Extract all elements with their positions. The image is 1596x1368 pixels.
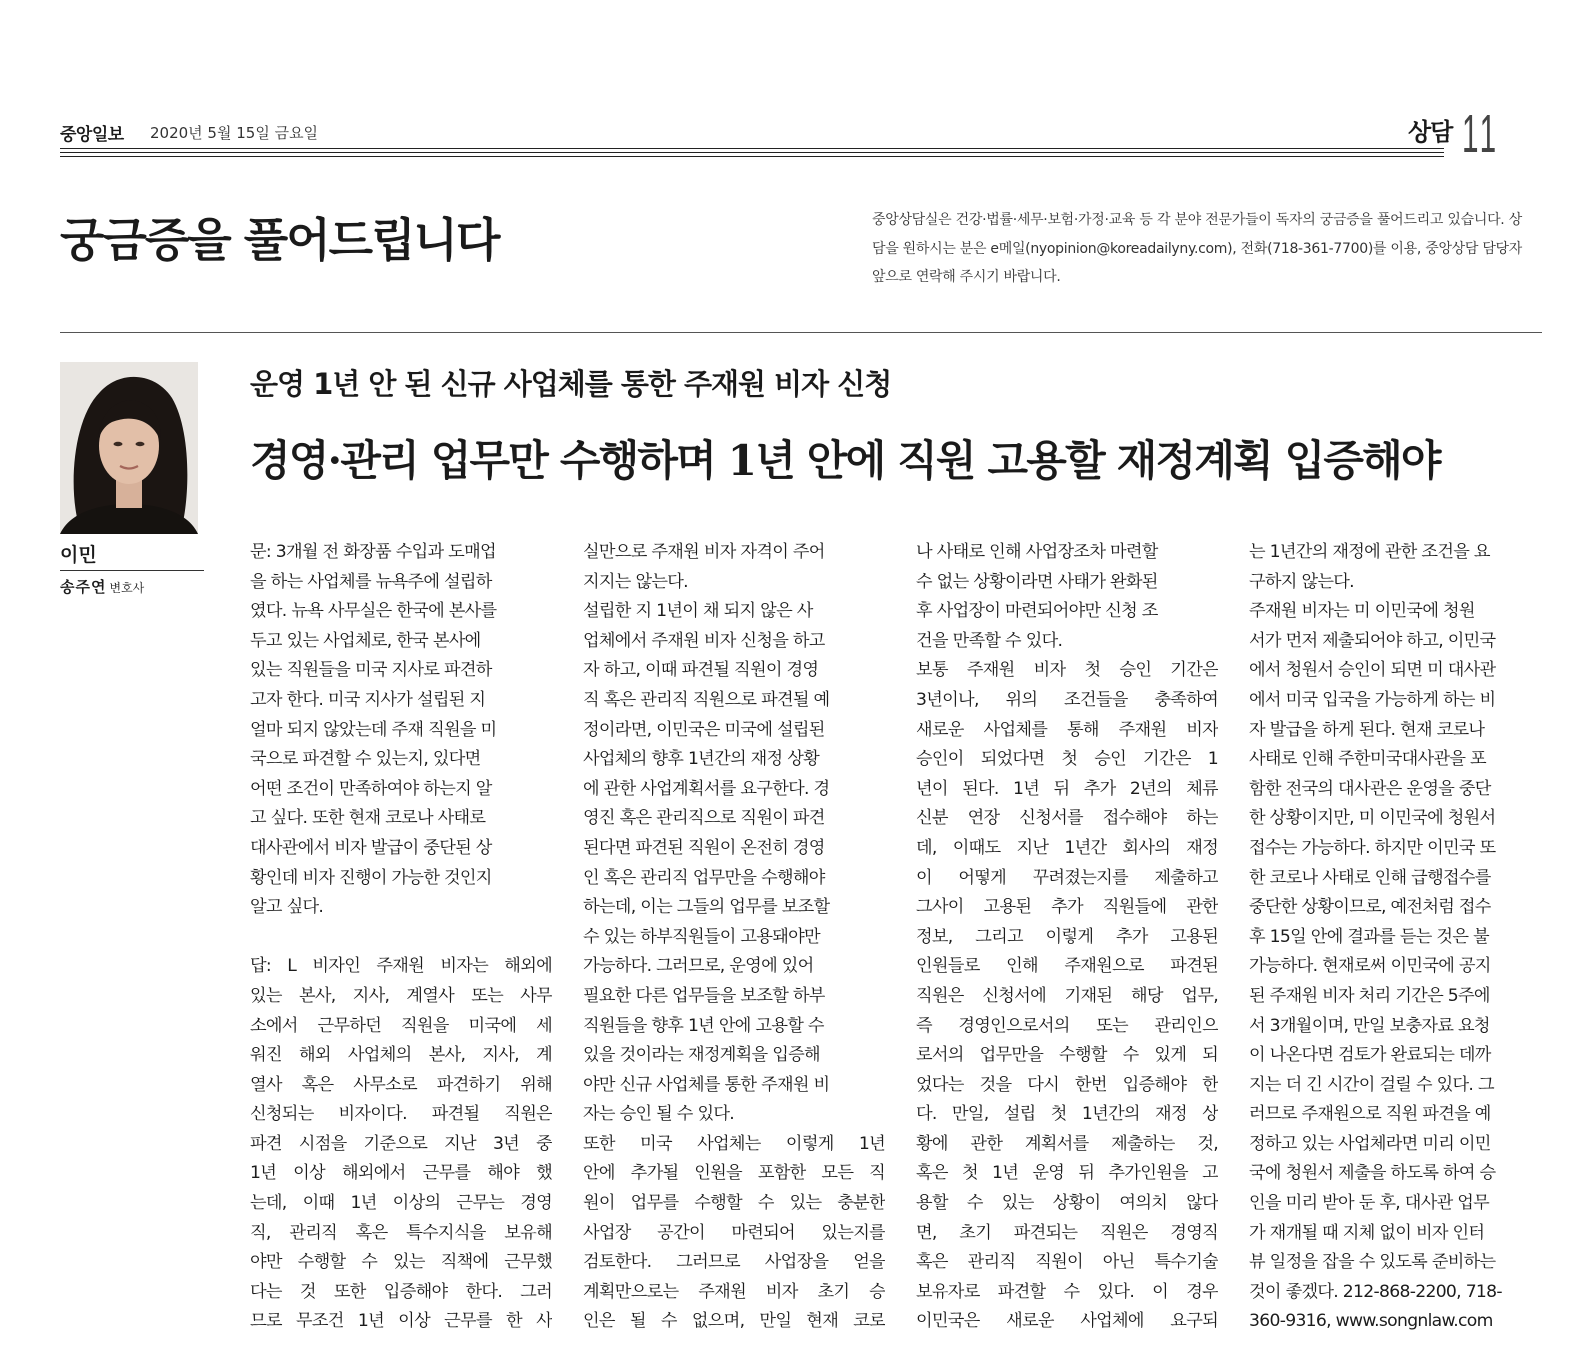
article-paragraph: 실만으로 주재원 비자 자격이 주어 지지는 않는다. <box>583 542 825 592</box>
article-headline: 경영·관리 업무만 수행하며 1년 안에 직원 고용할 재정계획 입증해야 <box>250 436 1440 485</box>
section-label: 상담 <box>1408 118 1453 146</box>
page-number: 11 <box>1462 104 1500 164</box>
author-title: 변호사 <box>109 581 145 595</box>
article-column-3 <box>916 538 1218 1338</box>
banner-description: 중앙상담실은 건강·법률·세무·보험·가정·교육 등 각 분야 전문가들이 독자의 궁금증을 풀어드리고 있습니다. 상담을 원하시는 분은 e메일(nyopinion@koreadailyny.com), 전화(718-361-7700)를 이용, 중앙상담 담당자 앞으로 연락해 주시기 바랍니다. <box>872 212 1522 285</box>
article-paragraph: 주재원 비자는 미 이민국에 청원 서가 먼저 제출되어야 하고, 이민국 에서 청원서 승인이 되면 미 대사관 에서 미국 입국을 가능하게 하는 비 자 발급을 하게 된다. 현재 코로나 사태로 인해 주한미국대사관을 포 함한 전국의 대사관은 운영을 중단 한 상황이지만, 미 이민국에 청원서 접수는 가능하다. 하지만 이민국 또 한 코로나 사태로 인해 급행접수를 중단한 상황이므로, 예전처럼 접수 후 15일 안에 결과를 듣는 것은 불 가능하다. 현재로써 이민국에 공지 된 주재원 비자 처리 기간은 5주에 서 3개월이며, 만일 보충자료 요청 이 나온다면 검토가 완료되는 데까 지는 더 긴 시간이 걸릴 수 있다. 그 러므로 주재원으로 직원 파견을 예 정하고 있는 사업체라면 미리 이민 국에 청원서 제출을 하도록 하여 승 인을 미리 받아 둔 후, 대사관 업무 가 재개될 때 지체 없이 비자 인터 뷰 일정을 잡을 수 있도록 준비하는 것이 좋겠다. 212-868-2200, 718- 360-9316, www.songnlaw.com <box>1249 601 1502 1332</box>
publication-date: 2020년 5월 15일 금요일 <box>150 124 319 142</box>
column-category: 이민 <box>60 544 97 566</box>
header-rule <box>60 148 1444 149</box>
header-rule <box>60 152 1444 153</box>
article-column-4 <box>1249 538 1549 1338</box>
article-paragraph: 설립한 지 1년이 채 되지 않은 사 업체에서 주재원 비자 신청을 하고 자 하고, 이때 파견될 직원이 경영 직 혹은 관리직 직원으로 파견될 예 정이라면, 이민국은 미국에 설립된 사업체의 향후 1년간의 재정 상황 에 관한 사업계획서를 요구한다. 경 영진 혹은 관리직으로 직원이 파견 된다면 파견된 직원이 온전히 경영 인 혹은 관리직 업무만을 수행해야 하는데, 이는 그들의 업무를 보조할 수 있는 하부직원들이 고용돼야만 가능하다. 그러므로, 운영에 있어 필요한 다른 업무들을 보조할 하부 직원들을 향후 1년 안에 고용할 수 있을 것이라는 재정계획을 입증해 야만 신규 사업체를 통한 주재원 비 자는 승인 될 수 있다. <box>583 601 830 1125</box>
article-paragraph: 나 사태로 인해 사업장조차 마련할 수 없는 상황이라면 사태가 완화된 후 사업장이 마련되어야만 신청 조 건을 만족할 수 있다. <box>916 542 1158 651</box>
author-photo <box>60 362 198 534</box>
banner-title: 궁금증을 풀어드립니다 <box>60 213 499 267</box>
article-paragraph: 또한 미국 사업체는 이렇게 1년 안에 추가될 인원을 포함한 모든 직 원이 업무를 수행할 수 있는 충분한 사업장 공간이 마련되어 있는지를 검토한다. 그러므로 사업장을 얻을 계획만으로는 주재원 비자 초기 승 인은 될 수 없으며, 만일 현재 코로 <box>583 1133 885 1332</box>
author-byline <box>60 576 144 597</box>
banner-divider <box>60 332 1542 333</box>
portrait-image <box>60 362 198 534</box>
article-paragraph: 는 1년간의 재정에 관한 조건을 요 구하지 않는다. <box>1249 542 1490 592</box>
author-divider <box>60 570 204 571</box>
author-name: 송주연 <box>60 578 107 596</box>
masthead-logo: 중앙일보 <box>60 125 124 145</box>
header-rule <box>60 156 1444 157</box>
article-paragraph: 보통 주재원 비자 첫 승인 기간은 3년이나, 위의 조건들을 충족하여 새로운 사업체를 통해 주재원 비자 승인이 되었다면 첫 승인 기간은 1 년이 된다. 1년 뒤 추가 2년의 체류 신분 연장 신청서를 접수해야 하는 데, 이때도 지난 1년간 회사의 재정 이 어떻게 꾸려졌는지를 제출하고 그사이 고용된 추가 직원들에 관한 정보, 그리고 이렇게 추가 고용된 인원들로 인해 주재원으로 파견된 직원은 신청서에 기재된 해당 업무, 즉 경영인으로서의 또는 관리인으 로서의 업무만을 수행할 수 있게 되 었다는 것을 다시 한번 입증해야 한 다. 만일, 설립 첫 1년간의 재정 상 황에 관한 계획서를 제출하는 것, 혹은 첫 1년 운영 뒤 추가인원을 고 용할 수 있는 상황이 여의치 않다 면, 초기 파견되는 직원은 경영직 혹은 관리직 직원이 아닌 특수기술 보유자로 파견할 수 있다. 이 경우 이민국은 새로운 사업체에 요구되 <box>916 660 1218 1332</box>
question-paragraph: 문: 3개월 전 화장품 수입과 도매업 을 하는 사업체를 뉴욕주에 설립하 였다. 뉴욕 사무실은 한국에 본사를 두고 있는 사업체로, 한국 본사에 있는 직원들을 미국 지사로 파견하 고자 한다. 미국 지사가 설립된 지 얼마 되지 않았는데 주재 직원을 미 국으로 파견할 수 있는지, 있다면 어떤 조건이 만족하여야 하는지 알 고 싶다. 또한 현재 코로나 사태로 대사관에서 비자 발급이 중단된 상 황인데 비자 진행이 가능한 것인지 알고 싶다. <box>250 542 497 918</box>
article-column-1 <box>250 538 552 1338</box>
article-column-2 <box>583 538 885 1338</box>
article-subhead: 운영 1년 안 된 신규 사업체를 통한 주재원 비자 신청 <box>250 367 892 401</box>
answer-paragraph: 답: L 비자인 주재원 비자는 해외에 있는 본사, 지사, 계열사 또는 사무 소에서 근무하던 직원을 미국에 세 워진 해외 사업체의 본사, 지사, 계 열사 혹은 사무소로 파견하기 위해 신청되는 비자이다. 파견될 직원은 파견 시점을 기준으로 지난 3년 중 1년 이상 해외에서 근무를 해야 했 는데, 이때 1년 이상의 근무는 경영 직, 관리직 혹은 특수지식을 보유해 야만 수행할 수 있는 직책에 근무했 다는 것 또한 입증해야 한다. 그러 므로 무조건 1년 이상 근무를 한 사 <box>250 956 552 1332</box>
